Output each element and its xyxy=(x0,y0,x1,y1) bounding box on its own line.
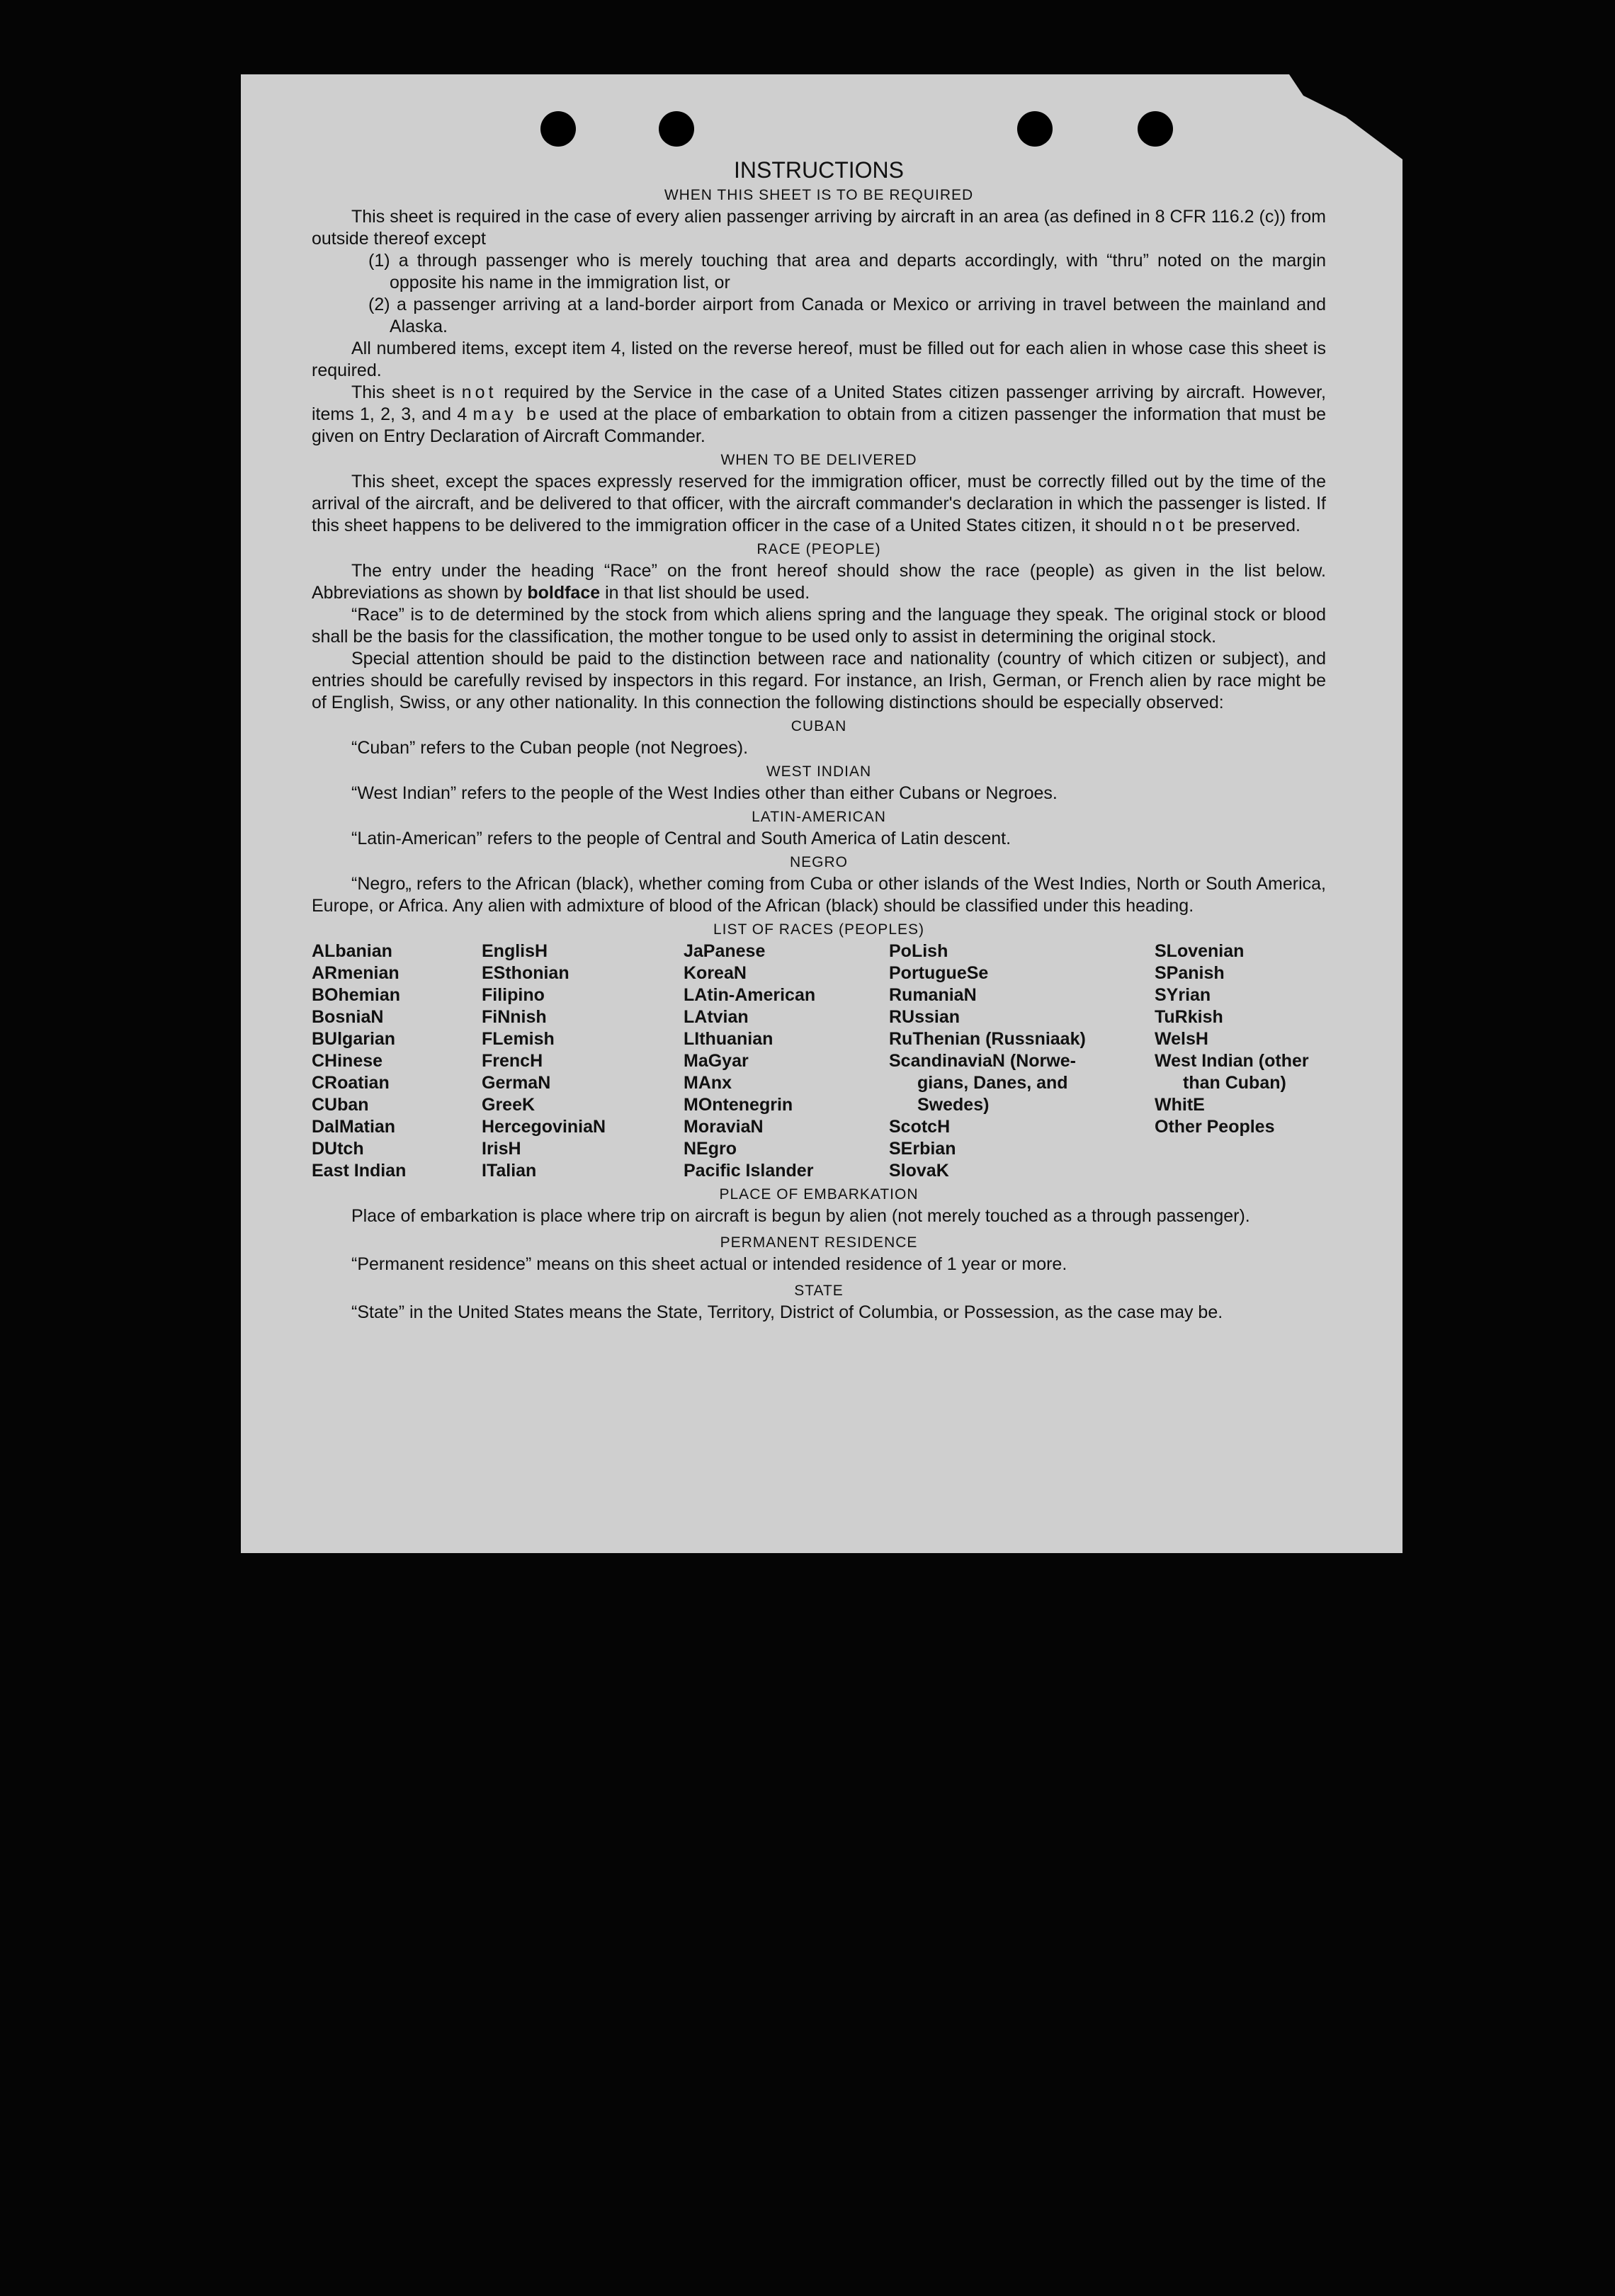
paragraph: “Cuban” refers to the Cuban people (not Negroes). xyxy=(351,738,749,758)
emphasis: boldface xyxy=(527,583,601,603)
race-entry: WhitE xyxy=(1155,1095,1205,1115)
paragraph: “Negro„ refers to the African (black), whether coming from Cuba or other islands of the West Indies, North or South America, Europe, or Africa. Any alien with admixture of blood of the African (black) should be classified under this heading. xyxy=(312,874,1326,916)
paragraph: “Permanent residence” means on this sheet actual or intended residence of 1 year or more. xyxy=(351,1254,1067,1274)
race-entry: BOhemian xyxy=(312,985,401,1005)
races-column xyxy=(482,940,684,1182)
text: in that list should be used. xyxy=(605,583,810,603)
emphasis: not xyxy=(461,382,497,402)
race-entry: TuRkish xyxy=(1155,1007,1223,1027)
paragraph: “Race” is to de determined by the stock from which aliens spring and the language they speak. The original stock or blood shall be the basis for the classification, the mother tongue to be used only to assist in determining the original stock. xyxy=(312,605,1326,647)
race-entry: KoreaN xyxy=(684,963,747,983)
race-entry: MOntenegrin xyxy=(684,1095,793,1115)
race-entry: WelsH xyxy=(1155,1029,1208,1049)
race-entry: MAnx xyxy=(684,1073,732,1093)
paragraph: Place of embarkation is place where trip on aircraft is begun by alien (not merely touched as a through passenger). xyxy=(351,1206,1250,1226)
race-entry: NEgro xyxy=(684,1139,737,1159)
race-entry: gians, Danes, and xyxy=(917,1073,1068,1093)
race-entry: ALbanian xyxy=(312,941,392,961)
paragraph xyxy=(312,560,1326,604)
race-entry: LIthuanian xyxy=(684,1029,774,1049)
text: The entry under the heading “Race” on the front hereof should show the race (people) as given in the list below. Abbreviations as shown by xyxy=(312,561,1326,603)
race-entry: LAtvian xyxy=(684,1007,749,1027)
race-entry: FiNnish xyxy=(482,1007,547,1027)
race-entry: PortugueSe xyxy=(889,963,989,983)
race-entry: SPanish xyxy=(1155,963,1225,983)
page-title: INSTRUCTIONS xyxy=(734,157,904,183)
race-entry: Swedes) xyxy=(917,1095,990,1115)
instructions-text xyxy=(312,157,1326,1324)
punch-hole xyxy=(659,111,694,147)
punch-hole xyxy=(540,111,576,147)
race-entry: SYrian xyxy=(1155,985,1211,1005)
race-entry: FrencH xyxy=(482,1051,543,1071)
emphasis: not xyxy=(1152,516,1188,535)
race-entry: ScotcH xyxy=(889,1117,951,1137)
race-entry: GermaN xyxy=(482,1073,551,1093)
punch-hole xyxy=(1017,111,1053,147)
race-entry: East Indian xyxy=(312,1161,407,1181)
paragraph xyxy=(312,471,1326,537)
race-entry: than Cuban) xyxy=(1183,1073,1286,1093)
section-heading: RACE (PEOPLE) xyxy=(756,541,881,557)
section-heading: STATE xyxy=(794,1283,844,1299)
section-heading: PLACE OF EMBARKATION xyxy=(719,1186,919,1203)
list-item: (2) a passenger arriving at a land-border airport from Canada or Mexico or arriving in travel between the mainland and Alaska. xyxy=(368,295,1326,336)
race-entry: RuThenian (Russniaak) xyxy=(889,1029,1086,1049)
race-entry: CUban xyxy=(312,1095,369,1115)
race-entry: BUlgarian xyxy=(312,1029,396,1049)
race-entry: LAtin-American xyxy=(684,985,816,1005)
race-entry: Filipino xyxy=(482,985,545,1005)
race-entry: ScandinaviaN (Norwe- xyxy=(889,1051,1076,1071)
paragraph: All numbered items, except item 4, listed on the reverse hereof, must be filled out for each alien in whose case this sheet is required. xyxy=(312,339,1326,380)
text: This sheet, except the spaces expressly reserved for the immigration officer, must be correctly filled out by the time of the arrival of the aircraft, and be delivered to that officer, with the aircraft commander's declaration in which the passenger is listed. If this sheet happens to be delivered to the immigration officer in the case of a United States citizen, it should xyxy=(312,472,1326,535)
race-entry: CRoatian xyxy=(312,1073,390,1093)
paragraph xyxy=(312,382,1326,448)
subheading: CUBAN xyxy=(790,718,847,734)
races-list xyxy=(312,940,1326,1182)
race-entry: GreeK xyxy=(482,1095,536,1115)
race-entry: SErbian xyxy=(889,1139,956,1159)
paragraph: Special attention should be paid to the distinction between race and nationality (country of which citizen or subject), and entries should be carefully revised by inspectors in this regard. For instance, an Irish, German, or French alien by race might be of English, Swiss, or any other nationality. In this connection the following distinctions should be especially observed: xyxy=(312,649,1326,712)
races-column xyxy=(312,940,482,1182)
race-entry: RumaniaN xyxy=(889,985,977,1005)
text: be preserved. xyxy=(1192,516,1300,535)
list-item: (1) a through passenger who is merely touching that area and departs accordingly, with “thru” noted on the margin opposite his name in the immigration list, or xyxy=(368,251,1326,292)
race-entry: Other Peoples xyxy=(1155,1117,1275,1137)
section-heading: WHEN THIS SHEET IS TO BE REQUIRED xyxy=(664,187,974,203)
race-entry: HercegoviniaN xyxy=(482,1117,606,1137)
race-entry: ARmenian xyxy=(312,963,400,983)
section-heading: PERMANENT RESIDENCE xyxy=(720,1234,918,1251)
subheading: WEST INDIAN xyxy=(766,763,872,780)
race-entry: BosniaN xyxy=(312,1007,384,1027)
races-column xyxy=(684,940,889,1182)
race-entry: RUssian xyxy=(889,1007,960,1027)
races-column xyxy=(889,940,1155,1182)
race-entry: JaPanese xyxy=(684,941,766,961)
race-entry: DalMatian xyxy=(312,1117,396,1137)
race-entry: PoLish xyxy=(889,941,948,961)
punch-hole xyxy=(1138,111,1173,147)
paragraph: “West Indian” refers to the people of the West Indies other than either Cubans or Negroes. xyxy=(351,783,1058,803)
subheading: LATIN-AMERICAN xyxy=(752,809,886,825)
text: required by the Service in the case of a United States citizen passenger arriving by aircraft. However, items 1, 2, 3, and 4 xyxy=(312,382,1326,424)
section-heading: WHEN TO BE DELIVERED xyxy=(720,452,917,468)
race-entry: Pacific Islander xyxy=(684,1161,814,1181)
text: This sheet is xyxy=(351,382,455,402)
race-entry: IrisH xyxy=(482,1139,521,1159)
race-entry: EnglisH xyxy=(482,941,548,961)
race-entry: West Indian (other xyxy=(1155,1051,1309,1071)
race-entry: MoraviaN xyxy=(684,1117,764,1137)
section-heading: LIST OF RACES (PEOPLES) xyxy=(713,921,925,938)
emphasis: may be xyxy=(472,404,553,424)
paragraph: “State” in the United States means the State, Territory, District of Columbia, or Possession, as the case may be. xyxy=(351,1302,1223,1322)
race-entry: DUtch xyxy=(312,1139,364,1159)
race-entry: FLemish xyxy=(482,1029,555,1049)
subheading: NEGRO xyxy=(789,854,848,870)
race-entry: SlovaK xyxy=(889,1161,949,1181)
text: used at the place of embarkation to obtain from a citizen passenger the information that must be given on Entry Declaration of Aircraft Commander. xyxy=(312,404,1327,446)
paragraph: This sheet is required in the case of every alien passenger arriving by aircraft in an area (as defined in 8 CFR 116.2 (c)) from outside thereof except xyxy=(312,207,1326,249)
paragraph: “Latin-American” refers to the people of Central and South America of Latin descent. xyxy=(351,829,1012,848)
races-column xyxy=(1155,940,1326,1182)
race-entry: ITalian xyxy=(482,1161,537,1181)
race-entry: MaGyar xyxy=(684,1051,749,1071)
race-entry: SLovenian xyxy=(1155,941,1245,961)
race-entry: ESthonian xyxy=(482,963,570,983)
race-entry: CHinese xyxy=(312,1051,383,1071)
